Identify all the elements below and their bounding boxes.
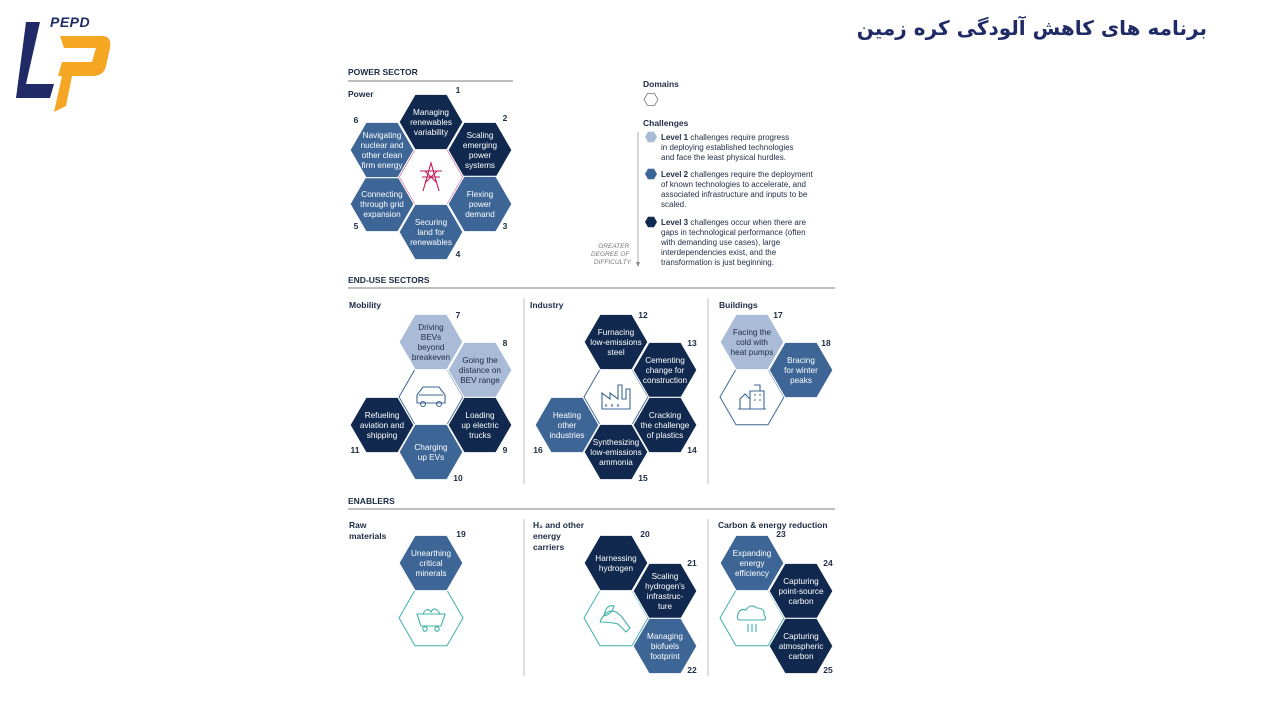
challenge-label [459,356,501,385]
domain-label-h2-line: energy [533,531,561,541]
challenge-number: 9 [502,445,508,455]
challenge-label-line: low-emissions [590,338,642,347]
challenge-label-line: Unearthing [410,549,452,558]
challenge-number: 8 [502,338,508,348]
challenge-label-line: nuclear and [360,141,404,150]
domain-label-mobility: Mobility [349,300,382,310]
legend-level-line: and face the least physical hurdles. [661,153,786,162]
challenge-number: 23 [776,529,786,539]
challenge-label-line: beyond [417,343,445,352]
legend-level2 [645,169,813,209]
challenge-label-line: power [468,200,492,209]
challenge-label-line: power [468,151,492,160]
challenge-number: 3 [502,221,508,231]
challenge-label-line: ammonia [599,458,633,467]
section-enablers: ENABLERS [348,496,395,506]
challenge-label-line: Navigating [362,131,402,140]
challenge-label-line: construction [642,376,688,385]
mine-cart-icon [399,590,463,645]
domain-label-h2-line: carriers [533,542,565,552]
domain-label-h2 [533,520,586,552]
domain-label-buildings: Buildings [719,300,758,310]
domain-label-raw-line: materials [349,531,387,541]
challenge-label-line: renewables [410,118,452,127]
challenge-label [731,328,774,357]
challenge-label [360,190,404,219]
challenge-label-line: Capturing [783,577,819,586]
challenge-number: 12 [638,310,648,320]
challenge-label-line: energy [739,559,765,568]
challenge-number: 5 [353,221,359,231]
challenge-number: 1 [455,85,461,95]
legend-level-line: in deploying established technologies [661,143,794,152]
challenge-label-line: atmospheric [778,642,824,651]
challenge-number: 22 [687,665,697,675]
challenge-label-line: Charging [414,443,448,452]
domain-label-raw [349,520,387,541]
legend-level1-hex [645,132,657,142]
challenge-number: 11 [350,445,360,455]
challenge-label-line: infrastruc- [646,592,684,601]
section-enduse: END-USE SECTORS [348,275,430,285]
challenge-label-line: Furnacing [597,328,635,337]
challenge-label-line: for winter [784,366,818,375]
legend-level3 [645,217,807,267]
challenge-label-line: firm energy [361,161,403,170]
challenge-label-line: Synthesizing [592,438,640,447]
challenge-label-line: of plastics [646,431,684,440]
challenge-label-line: point-source [778,587,824,596]
challenge-label-line: Loading [465,411,495,420]
challenge-hex [399,529,466,591]
challenge-label-line: change for [645,366,685,375]
challenge-number: 24 [823,558,833,568]
challenge-label-line: carbon [788,597,814,606]
challenge-number: 21 [687,558,697,568]
challenge-label-line: steel [607,348,625,357]
challenge-label-line: Heating [552,411,582,420]
legend-level1-text [661,133,794,162]
challenge-number: 25 [823,665,833,675]
challenge-label [410,108,452,137]
challenge-number: 10 [453,473,463,483]
challenge-label-line: critical [419,559,443,568]
challenge-label-line: shipping [366,431,398,440]
challenge-label-line: cold with [736,338,768,347]
challenge-label-line: Cracking [648,411,682,420]
legend-level-line: scaled. [661,200,687,209]
legend-domain-hex [644,94,658,106]
challenge-label [465,190,495,219]
legend-level-bold: Level 1 [661,133,689,142]
challenge-label-line: distance on [459,366,501,375]
challenge-label-line: low-emissions [590,448,642,457]
challenge-label-line: ture [657,602,673,611]
challenge-label-line: expansion [363,210,401,219]
challenge-number: 20 [640,529,650,539]
domain-label-power: Power [348,89,374,99]
challenge-label-line: renewables [410,238,452,247]
challenge-label-line: industries [549,431,585,440]
challenge-number: 6 [353,115,359,125]
challenge-label-line: Managing [413,108,449,117]
legend-level-line: gaps in technological performance (often [661,228,806,237]
challenge-label [414,443,448,462]
legend-level3-text [660,218,807,267]
challenge-label-line: Facing the [732,328,772,337]
legend-domains-label: Domains [643,79,679,89]
legend-difficulty-line: DEGREE OF [591,251,630,258]
challenge-label-line: emerging [462,141,498,150]
challenge-label-line: Refueling [364,411,400,420]
legend-level-line: associated infrastructure and inputs to be [661,190,808,199]
challenge-label-line: Securing [414,218,448,227]
challenge-label-line: aviation and [359,421,405,430]
challenge-number: 2 [502,113,508,123]
challenge-label-line: Capturing [783,632,819,641]
legend-level-bold: Level 2 [661,170,689,179]
legend-level-bold: Level 3 [661,218,689,227]
challenge-label-line: breakeven [411,353,451,362]
challenge-label-line: hydrogen's [645,582,685,591]
challenge-label-line: Going the [462,356,498,365]
challenge-label-line: BEV range [460,376,500,385]
legend-level-line: of known technologies to accelerate, and [661,180,806,189]
challenge-label-line: Expanding [732,549,772,558]
challenge-number: 14 [687,445,697,455]
challenge-label [643,356,688,385]
challenge-number: 7 [455,310,461,320]
legend-difficulty [591,243,632,266]
challenge-label-line: trucks [469,431,491,440]
challenge-label-line: through grid [360,200,404,209]
challenge-label-line: Managing [647,632,683,641]
legend-level2-hex [645,169,657,179]
challenge-label [361,131,404,170]
challenge-label-line: demand [465,210,495,219]
challenge-number: 16 [533,445,543,455]
challenge-label-line: heat pumps [730,348,774,357]
challenge-label-line: BEVs [420,333,442,342]
challenge-label-line: Cementing [645,356,685,365]
challenge-label-line: other clean [361,151,403,160]
page-title: برنامه های کاهش آلودگی کره زمین [856,16,1207,40]
legend-level-line: challenges require the deployment [688,170,813,179]
challenge-label-line: hydrogen [598,564,634,573]
challenge-label-line: minerals [415,569,447,578]
challenge-label-line: carbon [788,652,814,661]
legend-level-line: challenges occur when there are [688,218,806,227]
logo-text: PEPD [50,14,91,30]
challenge-label-line: systems [464,161,496,170]
challenge-label-line: peaks [790,376,812,385]
challenge-label-line: footprint [650,652,680,661]
domain-label-carbon: Carbon & energy reduction [718,520,828,530]
challenge-label-line: other [557,421,577,430]
challenge-number: 19 [456,529,466,539]
challenge-label-line: Bracing [787,356,815,365]
challenge-label [595,554,637,573]
legend-level-line: challenges require progress [688,133,790,142]
challenge-label-line: up EVs [417,453,445,462]
legend-level-line: transformation is just beginning. [661,258,774,267]
domain-label-h2-line: H₂ and other [533,520,584,530]
challenge-number: 17 [773,310,783,320]
domain-label-raw-line: Raw [349,520,367,530]
legend-level3-hex [645,217,657,227]
legend-difficulty-line: DIFFICULTY [593,259,631,266]
challenge-number: 4 [455,249,461,259]
challenge-label-line: Scaling [651,572,679,581]
legend-level2-text [661,170,813,209]
challenge-number: 13 [687,338,697,348]
challenge-label-line: Flexing [466,190,494,199]
legend-challenges-label: Challenges [643,118,689,128]
section-power: POWER SECTOR [348,67,418,77]
legend-level-line: with demanding use cases), large [661,238,781,247]
challenge-label-line: efficiency [735,569,769,578]
challenge-number: 15 [638,473,648,483]
legend-level1 [645,132,794,162]
challenge-label-line: the challenge [640,421,690,430]
challenge-number: 18 [821,338,831,348]
challenge-label-line: Scaling [466,131,494,140]
challenge-label-line: Connecting [361,190,403,199]
challenge-label-line: Harnessing [595,554,637,563]
legend-level-line: interdependencies exist, and the [661,248,777,257]
domain-label-industry: Industry [530,300,564,310]
challenge-label-line: variability [413,128,449,137]
challenge-label-line: Driving [418,323,444,332]
legend-difficulty-line: GREATER [598,243,630,250]
challenge-label [647,632,683,661]
challenge-label-line: up electric [461,421,499,430]
challenge-label-line: biofuels [650,642,680,651]
challenge-label-line: land for [417,228,445,237]
